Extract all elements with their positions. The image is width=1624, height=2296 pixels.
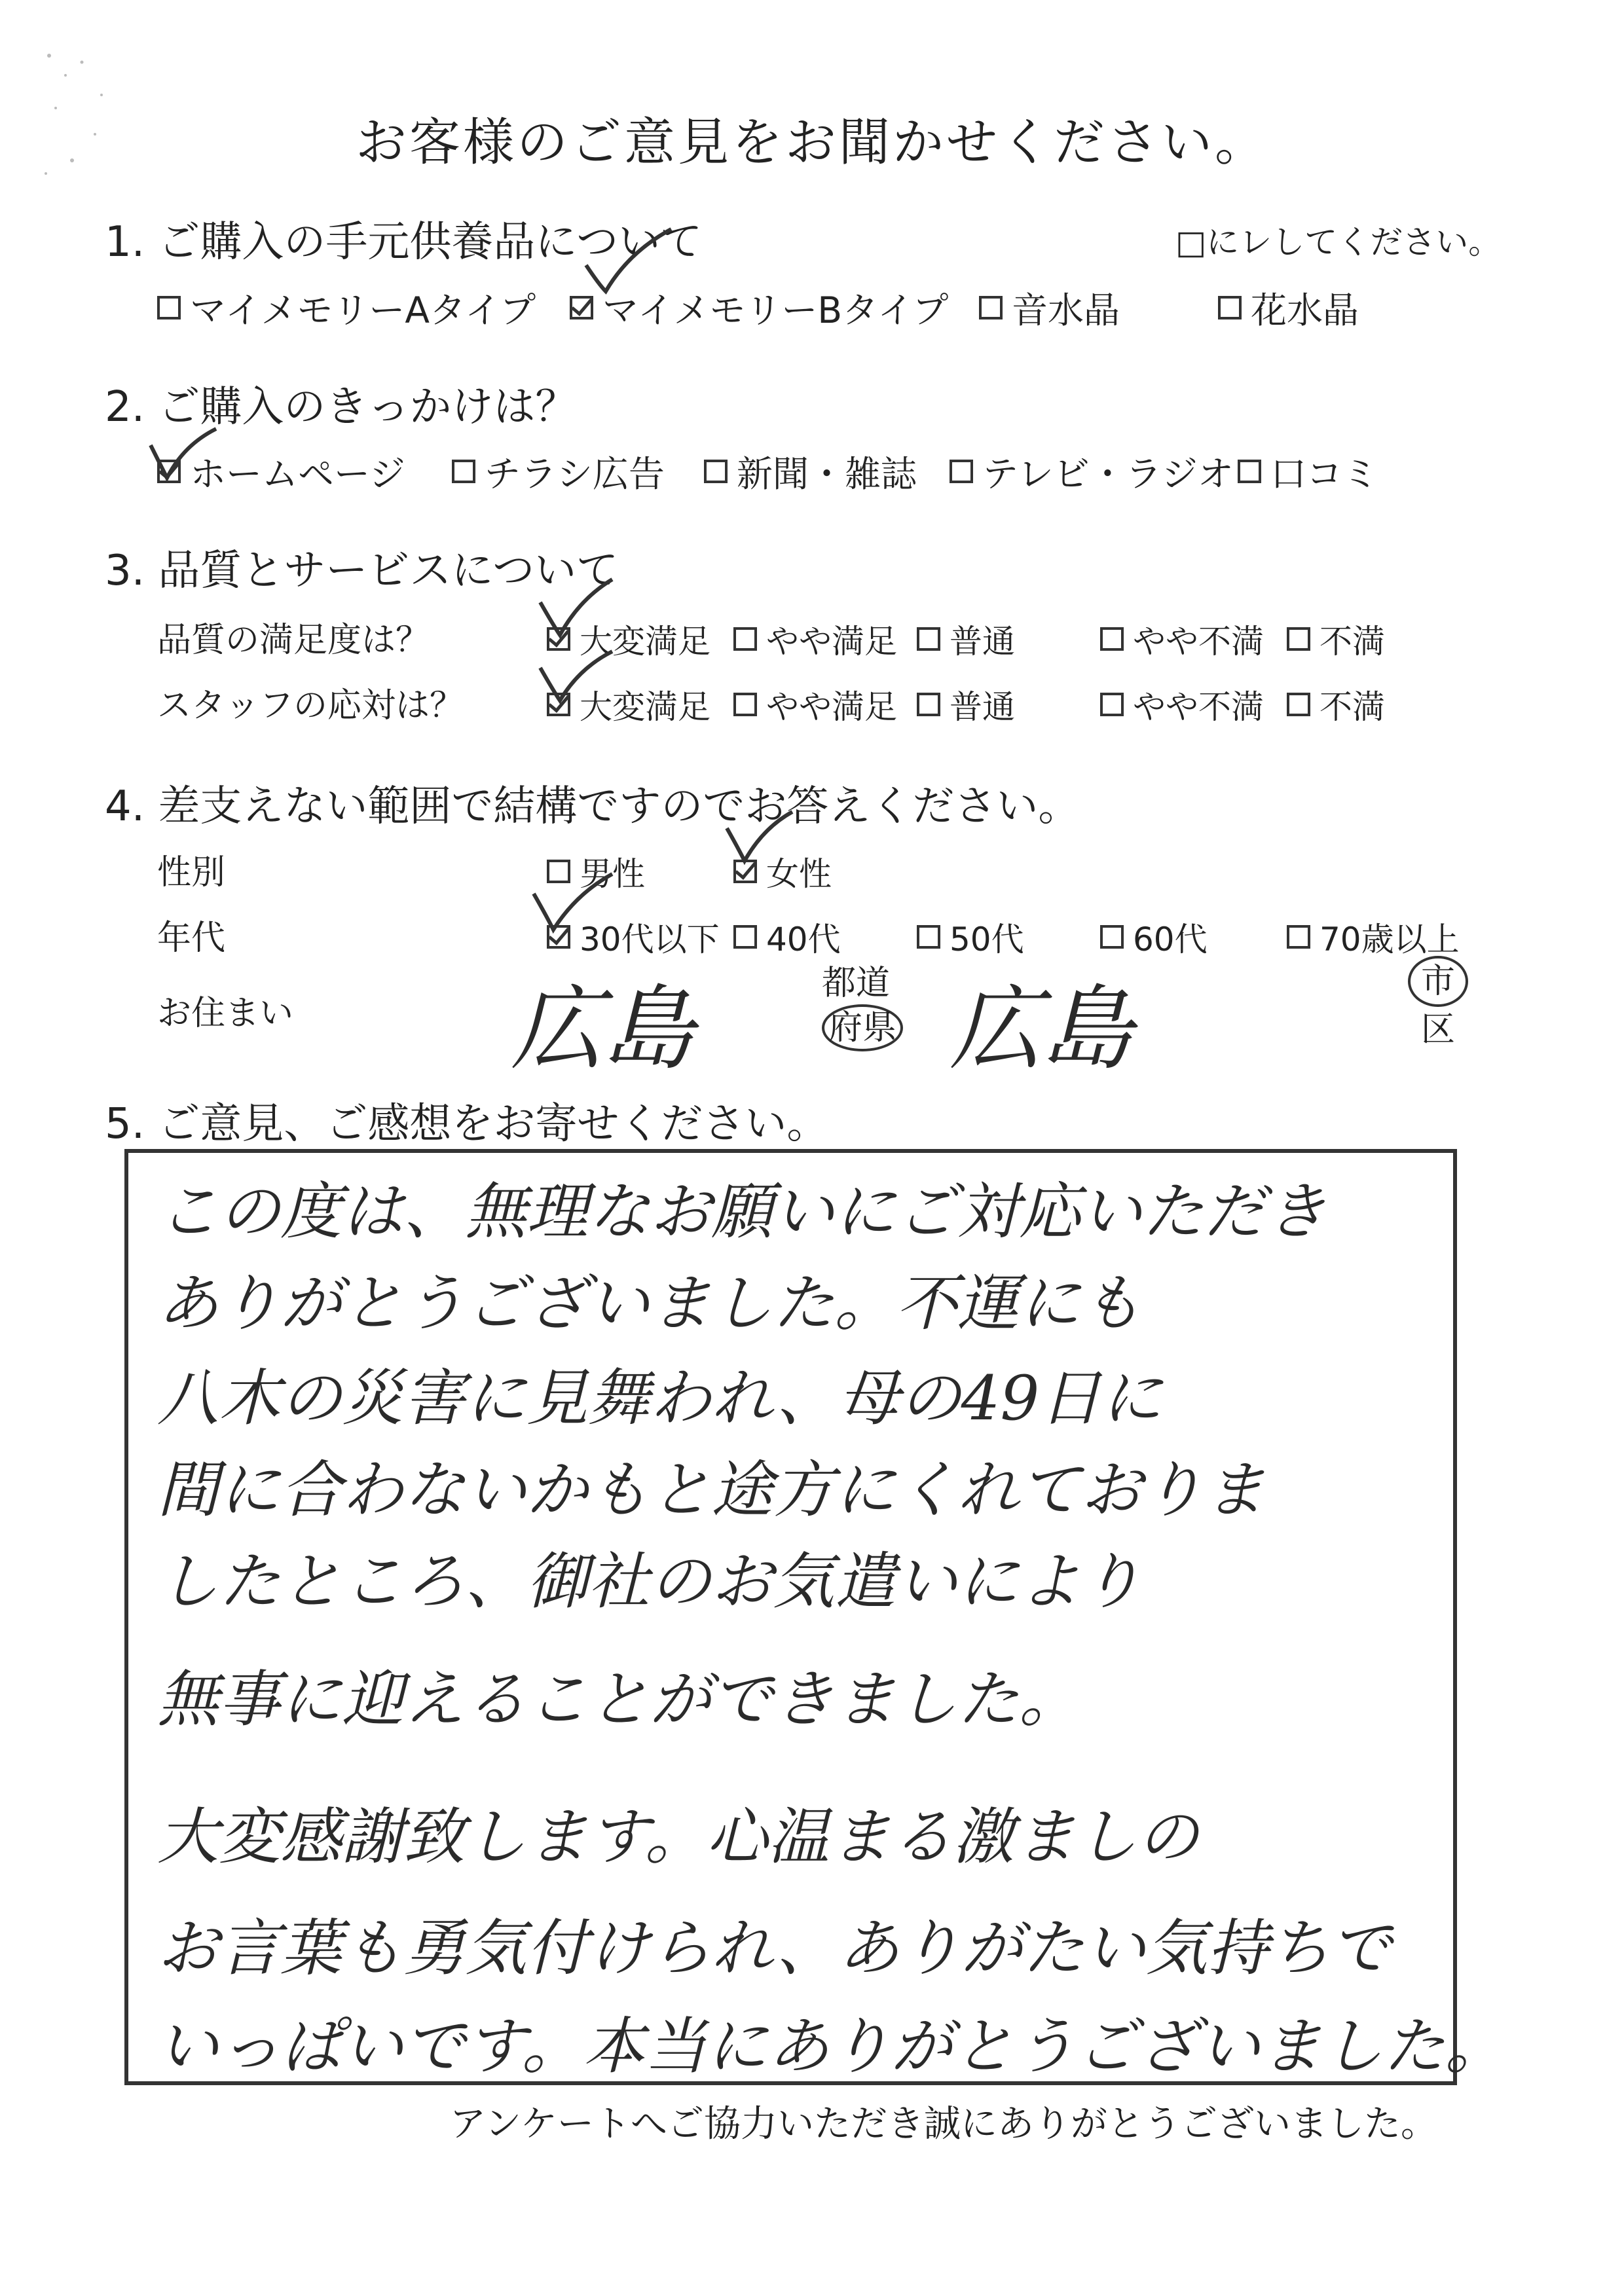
- staff-option-normal[interactable]: 普通: [917, 681, 1015, 728]
- q1-option-a[interactable]: マイメモリーAタイプ: [157, 282, 536, 333]
- q1-label: 1. ご購入の手元供養品について: [105, 218, 703, 266]
- checkbox[interactable]: [547, 860, 570, 883]
- q2-option-flyer[interactable]: チラシ広告: [452, 445, 665, 497]
- q5-label: 5. ご意見、ご感想をお寄せください。: [105, 1100, 829, 1148]
- staff-label: スタッフの応対は？: [157, 686, 464, 725]
- checkbox[interactable]: [1287, 627, 1310, 651]
- gender-option-male[interactable]: 男性: [547, 848, 645, 895]
- checkbox[interactable]: [1218, 296, 1242, 319]
- checkbox[interactable]: [950, 460, 973, 483]
- instruction-text: [1175, 216, 1501, 263]
- comment-line: したところ、御社のお気遣いにより: [157, 1546, 1143, 1618]
- checkbox[interactable]: [733, 627, 757, 651]
- checkbox-checked[interactable]: [570, 296, 593, 319]
- q4-label: 4. 差支えない範囲で結構ですのでお答えください。: [105, 782, 1080, 831]
- comment-line: いっぱいです。本当にありがとうございました。: [157, 2011, 1507, 2083]
- age-option-30s-under[interactable]: 30代以下: [547, 913, 720, 960]
- comment-line: 間に合わないかもと途方にくれておりま: [157, 1455, 1266, 1526]
- age-label: 年代: [157, 919, 226, 958]
- q2-label: 2. ご購入のきっかけは？: [105, 383, 578, 431]
- staff-option-somewhat-satisfied[interactable]: やや満足: [733, 681, 897, 728]
- comment-line: お言葉も勇気付けられ、ありがたい気持ちで: [157, 1913, 1392, 1984]
- city-handwritten: 広島: [950, 976, 1134, 1083]
- checkbox[interactable]: [452, 460, 475, 483]
- q2-option-homepage[interactable]: ホームページ: [157, 445, 405, 497]
- checkbox[interactable]: [1238, 460, 1261, 483]
- footer-thanks: アンケートへご協力いただき誠にありがとうございました。: [449, 2103, 1437, 2145]
- q2-option-word-of-mouth[interactable]: 口コミ: [1238, 445, 1378, 497]
- quality-option-somewhat-satisfied[interactable]: やや満足: [733, 615, 897, 663]
- q1-option-sound-crystal[interactable]: 音水晶: [979, 282, 1120, 333]
- comment-line: 八木の災害に見舞われ、母の49日に: [157, 1363, 1163, 1434]
- age-option-40s[interactable]: 40代: [733, 913, 841, 960]
- checkbox[interactable]: [1287, 925, 1310, 949]
- age-option-60s[interactable]: 60代: [1100, 913, 1208, 960]
- checkbox[interactable]: [733, 925, 757, 949]
- prefecture-handwritten: 広島: [511, 976, 695, 1083]
- gender-label: 性別: [157, 853, 226, 892]
- age-option-50s[interactable]: 50代: [917, 913, 1024, 960]
- q3-label: 3. 品質とサービスについて: [105, 547, 619, 595]
- city-suffix: 市 区: [1408, 956, 1468, 1053]
- quality-option-normal[interactable]: 普通: [917, 615, 1015, 663]
- quality-label: 品質の満足度は？: [157, 621, 430, 660]
- q1-option-b[interactable]: マイメモリーBタイプ: [570, 282, 948, 333]
- age-option-70-plus[interactable]: 70歳以上: [1287, 913, 1460, 960]
- prefecture-suffix: 都道 府県: [822, 962, 903, 1051]
- residence-label: お住まい: [157, 994, 294, 1033]
- checkbox[interactable]: [733, 693, 757, 716]
- comment-line: ありがとうございました。不運にも: [157, 1268, 1143, 1339]
- checkbox-checked[interactable]: [547, 925, 570, 949]
- checkbox[interactable]: [917, 627, 940, 651]
- staff-option-dissatisfied[interactable]: 不満: [1287, 681, 1385, 728]
- quality-option-somewhat-dissatisfied[interactable]: やや不満: [1100, 615, 1264, 663]
- checkbox[interactable]: [157, 296, 181, 319]
- comment-line: 大変感謝致します。心温まる激ましの: [157, 1802, 1199, 1873]
- q1-option-flower-crystal[interactable]: 花水晶: [1218, 282, 1359, 333]
- instruction-label: □にレしてください。: [1175, 223, 1502, 261]
- checkbox[interactable]: [979, 296, 1003, 319]
- staff-option-somewhat-dissatisfied[interactable]: やや不満: [1100, 681, 1264, 728]
- checkbox[interactable]: [917, 693, 940, 716]
- quality-option-dissatisfied[interactable]: 不満: [1287, 615, 1385, 663]
- checkbox[interactable]: [1100, 925, 1124, 949]
- staff-option-very-satisfied[interactable]: 大変満足: [547, 681, 710, 728]
- comment-line: 無事に迎えることができました。: [157, 1664, 1081, 1736]
- checkbox[interactable]: [704, 460, 728, 483]
- checkbox-checked[interactable]: [733, 860, 757, 883]
- q2-option-newspaper[interactable]: 新聞・雑誌: [704, 445, 917, 497]
- checkbox[interactable]: [1100, 693, 1124, 716]
- q2-option-tv-radio[interactable]: テレビ・ラジオ: [950, 445, 1234, 497]
- quality-option-very-satisfied[interactable]: 大変満足: [547, 615, 710, 663]
- page-title: お客様のご意見をお聞かせください。: [355, 113, 1268, 172]
- comment-line: この度は、無理なお願いにご対応いただき: [157, 1176, 1327, 1248]
- checkbox-checked[interactable]: [547, 627, 570, 651]
- checkbox[interactable]: [1287, 693, 1310, 716]
- gender-option-female[interactable]: 女性: [733, 848, 832, 895]
- checkbox-checked[interactable]: [547, 693, 570, 716]
- checkbox-checked[interactable]: [157, 460, 181, 483]
- checkbox[interactable]: [1100, 627, 1124, 651]
- checkbox[interactable]: [917, 925, 940, 949]
